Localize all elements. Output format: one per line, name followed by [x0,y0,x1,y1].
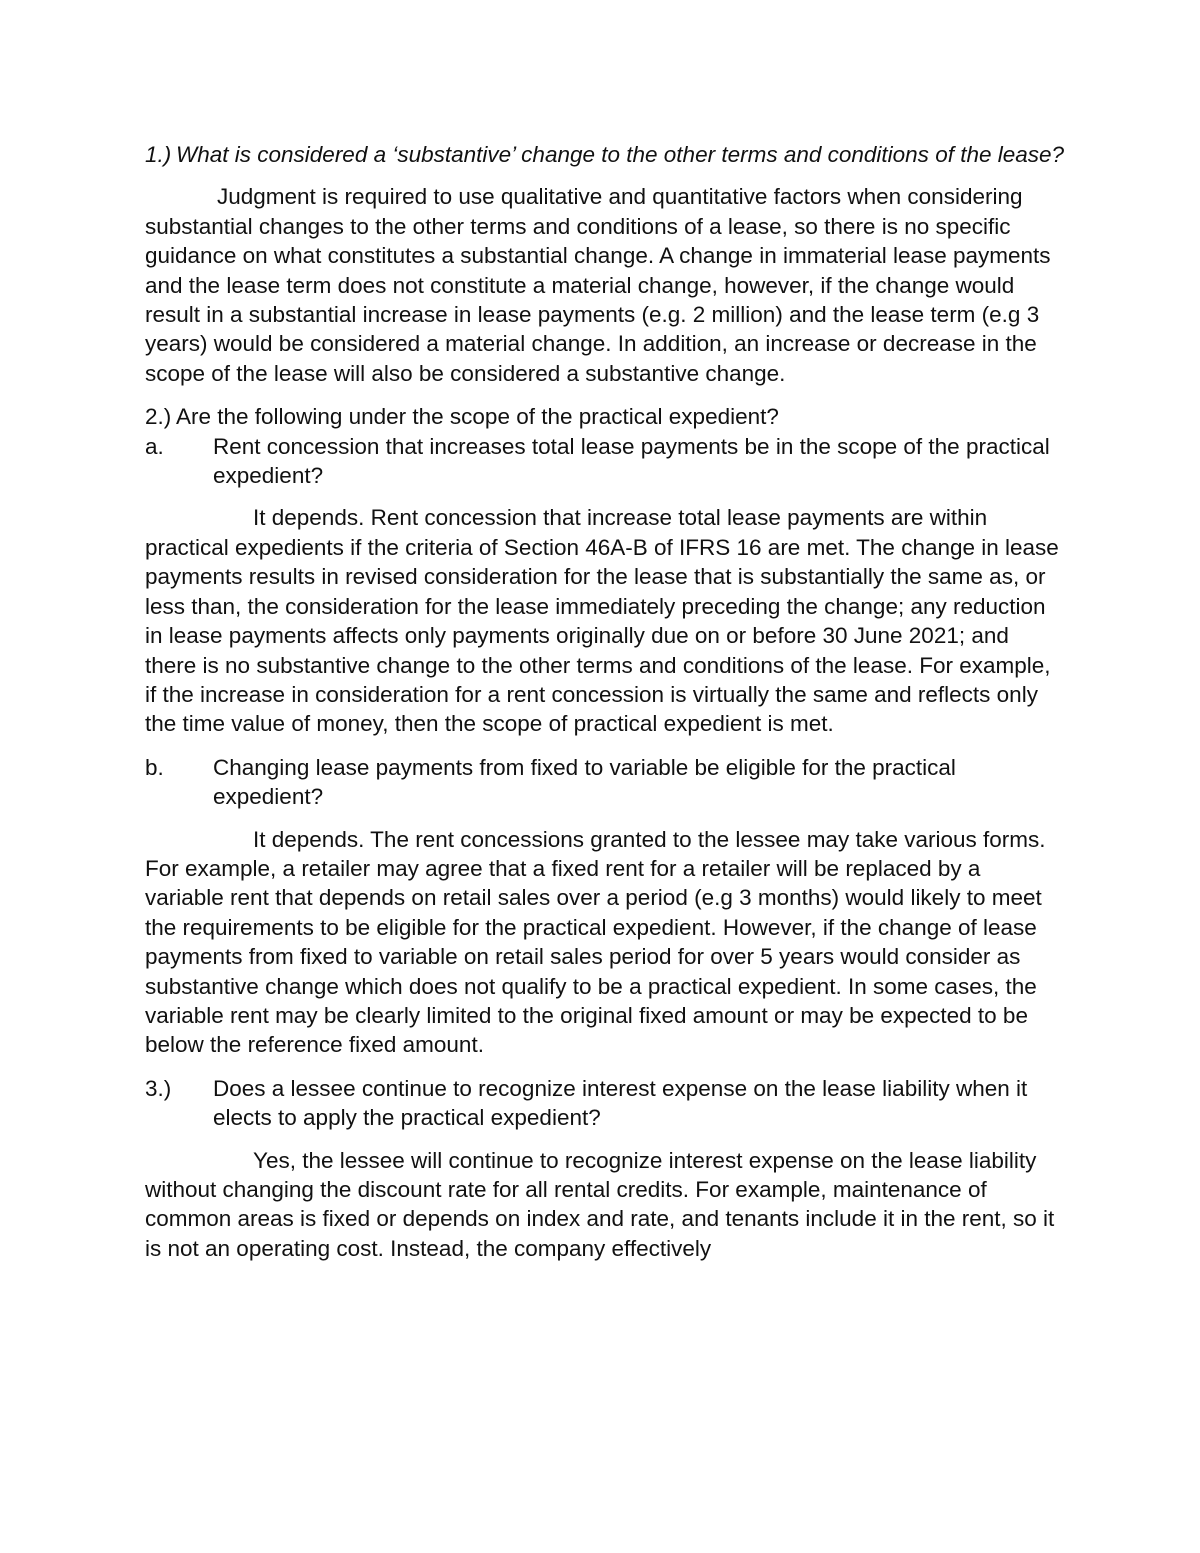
question-3 [145,1074,1065,1133]
question-2a-label: a. [145,433,164,459]
question-3-text: Does a lessee continue to recognize interest expense on the lease liability when it elects to apply the practical expedient? [213,1075,1028,1131]
question-2b-text: Changing lease payments from fixed to variable be eligible for the practical expedient? [213,754,956,810]
question-2a-text: Rent concession that increases total lease payments be in the scope of the practical expedient? [213,433,1050,489]
question-3-number: 3.) [145,1075,172,1101]
question-2b-label: b. [145,754,164,780]
question-2-number: 2.) [145,404,172,430]
question-1 [145,140,1065,169]
question-1-number: 1.) [145,142,172,167]
question-2-text: Are the following under the scope of the practical expedient? [176,404,779,430]
question-2b [145,753,1065,812]
answer-3: Yes, the lessee will continue to recognize interest expense on the lease liability without changing the discount rate for all rental credits. For example, maintenance of common areas is fixed or depends on index and rate, and tenants include it in the rent, so it is not an operating cost. Instead, the company effectively [145,1147,1055,1261]
answer-2a: It depends. Rent concession that increase total lease payments are within practical expedients if the criteria of Section 46A-B of IFRS 16 are met. The change in lease payments results in revised consideration for the lease that is substantially the same as, or less than, the consideration for the lease immediately preceding the change; any reduction in lease payments affects only payments originally due on or before 30 June 2021; and there is no substantive change to the other terms and conditions of the lease. For example, if the increase in consideration for a rent concession is virtually the same and reflects only the time value of money, then the scope of practical expedient is met. [145,505,1059,737]
question-1-text: What is considered a ‘substantive’ change to the other terms and conditions of the lease? [176,142,1065,167]
answer-1: Judgment is required to use qualitative and quantitative factors when considering substantial changes to the other terms and conditions of a lease, so there is no specific guidance on what constitutes a substantial change. A change in immaterial lease payments and the lease term does not constitute a material change, however, if the change would result in a substantial increase in lease payments (e.g. 2 million) and the lease term (e.g 3 years) would be considered a material change. In addition, an increase or decrease in the scope of the lease will also be considered a substantive change. [145,184,1051,386]
document-page [145,140,1065,1263]
question-2 [145,402,1065,431]
answer-2b: It depends. The rent concessions granted to the lessee may take various forms. For example, a retailer may agree that a fixed rent for a retailer will be replaced by a variable rent that depends on retail sales over a period (e.g 3 months) would likely to meet the requirements to be eligible for the practical expedient. However, if the change of lease payments from fixed to variable on retail sales period for over 5 years would consider as substantive change which does not qualify to be a practical expedient. In some cases, the variable rent may be clearly limited to the original fixed amount or may be expected to be below the reference fixed amount. [145,826,1046,1058]
question-2a [145,432,1065,491]
